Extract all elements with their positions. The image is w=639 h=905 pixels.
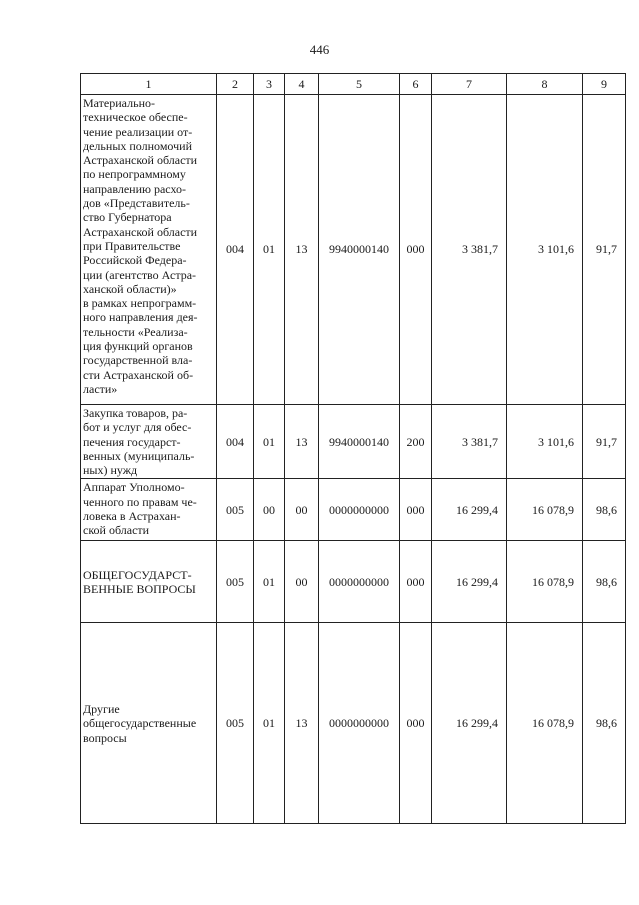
row-cell-3: 01	[254, 623, 285, 824]
row-cell-2: 004	[217, 95, 254, 405]
row-cell-7: 3 381,7	[432, 405, 507, 479]
header-col-5: 5	[319, 74, 400, 95]
row-name-cell	[81, 541, 217, 623]
row-cell-6: 000	[400, 95, 432, 405]
row-name: Аппарат Уполномо- ченного по правам че- ловека в Астрахан- ской области	[83, 480, 197, 538]
row-cell-6: 000	[400, 541, 432, 623]
row-name: Материально- техническое обеспе- чение реализации от- дельных полномочий Астраханской области по непрограммному направлению расхо- дов «Представитель- ство Губернатора Астраханской области при Правительстве Российской Федера- ции (агентство Астра- ханской области)» в рамках непрограмм- ного направления дея- тельности «Реализа- ция функций органов государственной вла- сти Астраханской об- ласти»	[83, 96, 198, 396]
row-cell-4: 13	[285, 623, 319, 824]
row-cell-8: 16 078,9	[507, 623, 583, 824]
header-col-1: 1	[81, 74, 217, 95]
row-cell-2: 005	[217, 541, 254, 623]
row-name: Другие общегосударственные вопросы	[83, 702, 197, 745]
row-cell-8: 3 101,6	[507, 95, 583, 405]
row-cell-2: 005	[217, 623, 254, 824]
row-cell-6: 000	[400, 623, 432, 824]
table-row	[81, 623, 626, 824]
header-col-2: 2	[217, 74, 254, 95]
row-cell-9: 91,7	[583, 405, 626, 479]
header-col-7: 7	[432, 74, 507, 95]
row-cell-3: 01	[254, 541, 285, 623]
row-cell-8: 3 101,6	[507, 405, 583, 479]
row-cell-4: 13	[285, 95, 319, 405]
row-cell-4: 00	[285, 479, 319, 541]
table-row	[81, 541, 626, 623]
row-cell-2: 004	[217, 405, 254, 479]
row-name-cell	[81, 623, 217, 824]
row-cell-3: 00	[254, 479, 285, 541]
header-col-3: 3	[254, 74, 285, 95]
row-cell-7: 16 299,4	[432, 479, 507, 541]
row-cell-5: 9940000140	[319, 405, 400, 479]
header-col-8: 8	[507, 74, 583, 95]
row-name: ОБЩЕГОСУДАРСТ- ВЕННЫЕ ВОПРОСЫ	[83, 567, 196, 596]
row-cell-5: 0000000000	[319, 541, 400, 623]
header-row	[81, 74, 626, 95]
table-row	[81, 95, 626, 405]
table-row	[81, 405, 626, 479]
row-cell-8: 16 078,9	[507, 541, 583, 623]
row-cell-7: 16 299,4	[432, 541, 507, 623]
row-cell-4: 13	[285, 405, 319, 479]
row-cell-6: 200	[400, 405, 432, 479]
table-row	[81, 479, 626, 541]
row-cell-3: 01	[254, 95, 285, 405]
row-cell-9: 98,6	[583, 479, 626, 541]
header-col-6: 6	[400, 74, 432, 95]
row-cell-9: 98,6	[583, 541, 626, 623]
row-cell-8: 16 078,9	[507, 479, 583, 541]
row-cell-9: 98,6	[583, 623, 626, 824]
row-cell-5: 0000000000	[319, 479, 400, 541]
row-cell-7: 3 381,7	[432, 95, 507, 405]
header-col-4: 4	[285, 74, 319, 95]
row-name-cell	[81, 405, 217, 479]
row-name-cell	[81, 95, 217, 405]
row-cell-2: 005	[217, 479, 254, 541]
row-cell-7: 16 299,4	[432, 623, 507, 824]
budget-table	[80, 73, 626, 824]
row-name-cell	[81, 479, 217, 541]
row-cell-5: 9940000140	[319, 95, 400, 405]
row-cell-6: 000	[400, 479, 432, 541]
row-cell-4: 00	[285, 541, 319, 623]
header-col-9: 9	[583, 74, 626, 95]
row-cell-5: 0000000000	[319, 623, 400, 824]
row-cell-9: 91,7	[583, 95, 626, 405]
row-name: Закупка товаров, ра- бот и услуг для обес- печения государст- венных (муниципаль- ных) нужд	[83, 406, 195, 478]
row-cell-3: 01	[254, 405, 285, 479]
page-number: 446	[309, 42, 330, 57]
